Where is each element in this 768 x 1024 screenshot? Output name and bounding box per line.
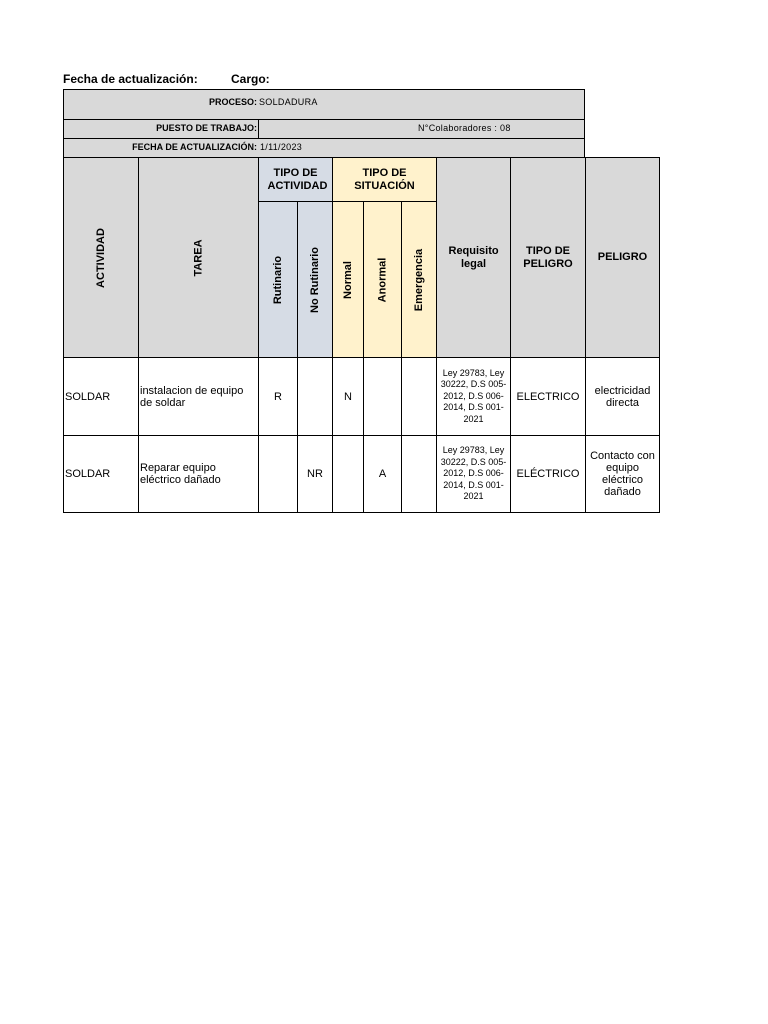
- row1-emergencia[interactable]: [401, 357, 437, 436]
- header-emergencia-text: Emergencia: [413, 248, 425, 311]
- fecha-actualizacion-label-2: FECHA DE ACTUALIZACIÓN:: [132, 142, 257, 152]
- row2-no-rutinario[interactable]: NR: [297, 435, 333, 513]
- row2-tipo-peligro[interactable]: ELÉCTRICO: [510, 435, 586, 513]
- header-rutinario: [258, 201, 298, 358]
- header-emergencia: [401, 201, 437, 358]
- row1-actividad[interactable]: SOLDAR: [63, 357, 139, 436]
- row1-rutinario[interactable]: R: [258, 357, 298, 436]
- row1-tarea-text: instalacion de equipo de soldar: [140, 384, 244, 409]
- row1-tipo-peligro[interactable]: ELECTRICO: [510, 357, 586, 436]
- puesto-label: PUESTO DE TRABAJO:: [156, 123, 257, 133]
- header-tipo-peligro-text: TIPO DE PELIGRO: [523, 244, 573, 270]
- header-tipo-actividad: [258, 157, 333, 202]
- row1-requisito-text: Ley 29783, Ley 30222, D.S 005-2012, D.S 006-2014, D.S 001-2021: [440, 367, 507, 424]
- fecha-actualizacion-label: Fecha de actualización:: [63, 72, 198, 86]
- row2-anormal[interactable]: A: [363, 435, 402, 513]
- header-actividad-text: ACTIVIDAD: [94, 227, 107, 288]
- row1-requisito[interactable]: [436, 357, 511, 436]
- row1-anormal[interactable]: [363, 357, 402, 436]
- proceso-value[interactable]: SOLDADURA: [259, 97, 318, 107]
- header-normal: [332, 201, 364, 358]
- row2-actividad[interactable]: SOLDAR: [63, 435, 139, 513]
- header-anormal: [363, 201, 402, 358]
- header-normal-text: Normal: [342, 260, 354, 299]
- row1-normal[interactable]: N: [332, 357, 364, 436]
- header-no-rutinario: [297, 201, 333, 358]
- header-anormal-text: Anormal: [376, 257, 389, 302]
- header-tipo-situacion-text: TIPO DE SITUACIÓN: [354, 166, 415, 192]
- row2-tarea[interactable]: [138, 435, 259, 513]
- row1-peligro[interactable]: [585, 357, 660, 436]
- row1-no-rutinario[interactable]: [297, 357, 333, 436]
- row2-requisito-text: Ley 29783, Ley 30222, D.S 005-2012, D.S 006-2014, D.S 001-2021: [440, 445, 507, 502]
- row2-normal[interactable]: [332, 435, 364, 513]
- row2-rutinario[interactable]: [258, 435, 298, 513]
- colaboradores-value[interactable]: N°Colaboradores : 08: [418, 123, 511, 133]
- header-tipo-situacion: [332, 157, 437, 202]
- row1-peligro-text: electricidad directa: [594, 384, 651, 409]
- header-requisito-text: Requisito legal: [448, 244, 499, 270]
- header-rutinario-text: Rutinario: [272, 255, 284, 304]
- header-peligro-text: PELIGRO: [597, 251, 648, 263]
- row2-tarea-text: Reparar equipo eléctrico dañado: [140, 462, 221, 486]
- header-requisito: [436, 157, 511, 358]
- header-tarea: [138, 157, 259, 358]
- header-tipo-peligro: [510, 157, 586, 358]
- header-tarea-text: TAREA: [192, 238, 205, 277]
- header-actividad: [63, 157, 139, 358]
- proceso-label: PROCESO:: [208, 97, 257, 107]
- row2-peligro[interactable]: [585, 435, 660, 513]
- row2-peligro-text: Contacto con equipo eléctrico dañado: [590, 450, 655, 498]
- row2-requisito[interactable]: [436, 435, 511, 513]
- header-tipo-actividad-text: TIPO DE ACTIVIDAD: [267, 166, 328, 192]
- header-peligro: [585, 157, 660, 358]
- row1-tarea[interactable]: [138, 357, 259, 436]
- fecha-value[interactable]: 1/11/2023: [260, 142, 303, 152]
- row2-emergencia[interactable]: [401, 435, 437, 513]
- header-no-rutinario-text: No Rutinario: [309, 246, 321, 313]
- cargo-label: Cargo:: [231, 72, 270, 86]
